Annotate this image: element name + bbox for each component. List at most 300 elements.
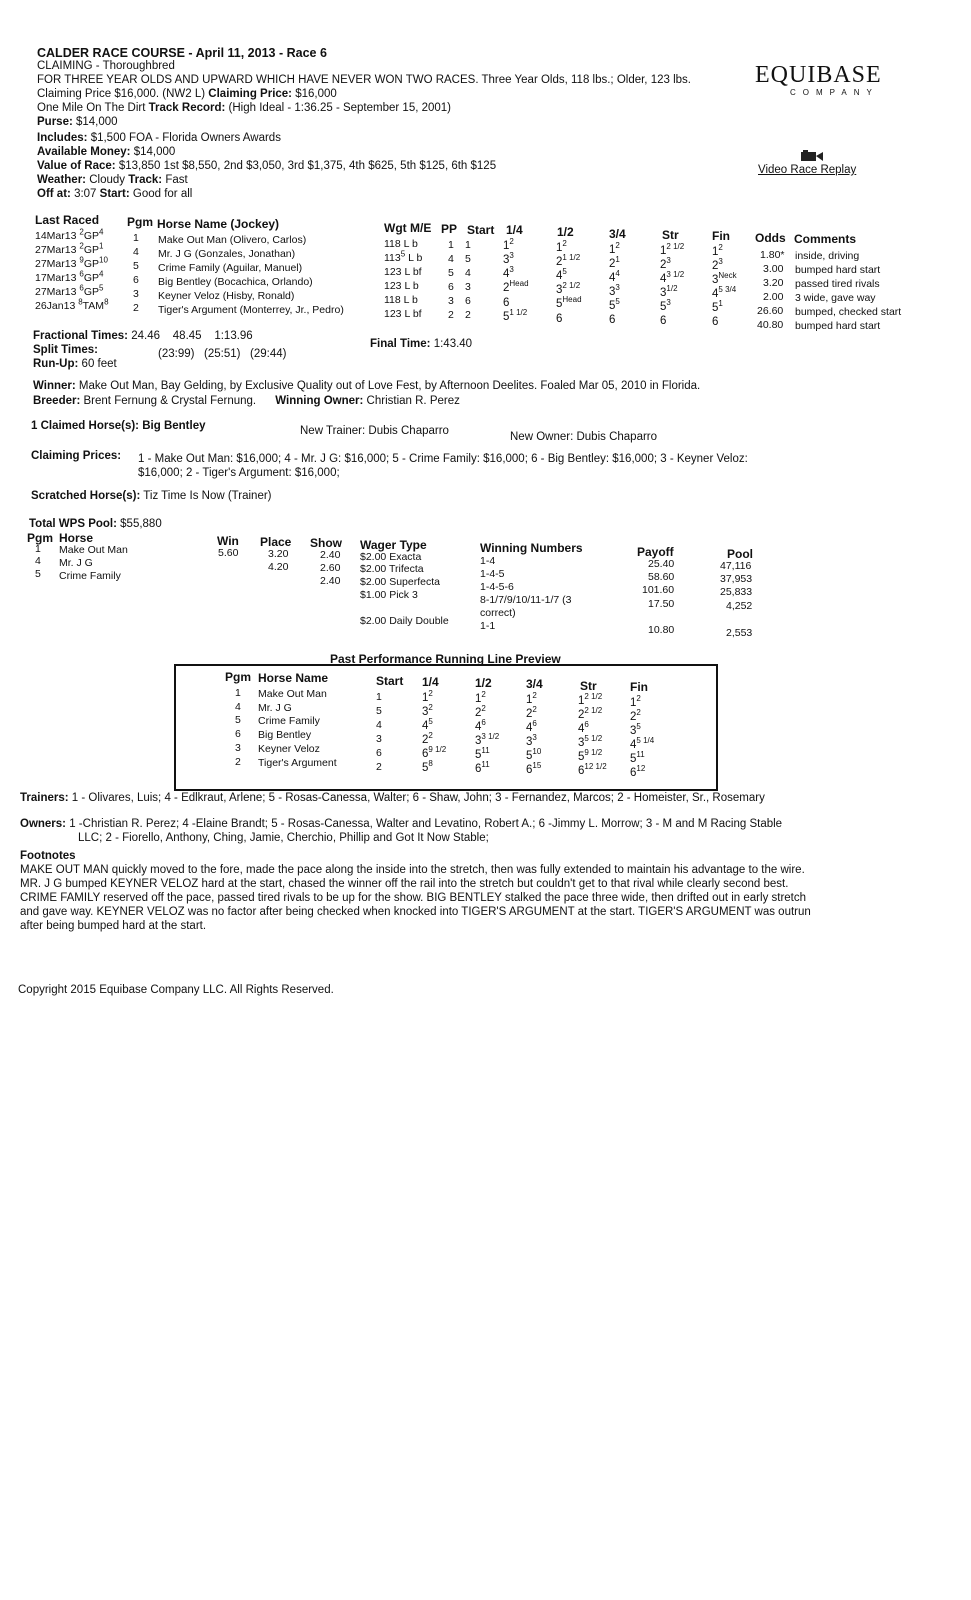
fin (712, 316, 718, 328)
odds: 3.00 (763, 263, 784, 275)
horse-jockey: Mr. J G (Gonzales, Jonathan) (158, 248, 296, 260)
pgm: 4 (133, 246, 139, 258)
claiming-price-value: $16,000 (295, 88, 337, 100)
pos: 5 (475, 749, 482, 761)
wager-col-type: Wager Type (360, 538, 427, 552)
horse-jockey: Keyner Veloz (Hisby, Ronald) (158, 290, 295, 302)
winner-line (33, 380, 700, 392)
margin: 4 (615, 269, 620, 279)
pgm: 2 (133, 302, 139, 314)
pos: 6 (578, 765, 585, 777)
pp-q1 (422, 759, 433, 774)
odds: 1.80* (760, 249, 785, 261)
pp-str (578, 762, 607, 777)
wps-horse: Mr. J G (59, 557, 93, 569)
wager-type: $2.00 Daily Double (360, 615, 449, 627)
q2 (556, 253, 581, 268)
available-label: Available Money: (37, 146, 131, 158)
wager-numbers: 1-1 (480, 620, 496, 632)
pos: 3 (503, 254, 510, 266)
pp-col-horse: Horse Name (258, 671, 329, 685)
wager-payoff: 101.60 (642, 584, 675, 596)
margin: 3 (718, 257, 723, 267)
horse-jockey: Big Bentley (Bocachica, Orlando) (158, 276, 313, 288)
wps-place: 4.20 (268, 561, 289, 573)
pos: 6 (712, 316, 719, 328)
pos: 5 (422, 762, 429, 774)
wgt-me (384, 266, 422, 278)
value-label: Value of Race: (37, 160, 116, 172)
owners-line1 (20, 818, 782, 830)
wager-pool: 4,252 (726, 600, 753, 612)
margin: 1 (718, 299, 723, 309)
margin: 3 1/2 (666, 270, 685, 280)
margin: Neck (718, 271, 737, 281)
pos: 4 (556, 270, 563, 282)
wps-place: 3.20 (268, 548, 289, 560)
pos: 4 (526, 722, 533, 734)
offat-line (37, 188, 192, 200)
wps-label: Total WPS Pool: (29, 518, 117, 530)
str (660, 315, 666, 327)
pp-col-pgm: Pgm (225, 670, 252, 684)
margin: 2 (562, 239, 567, 249)
pos: 2 (630, 711, 637, 723)
includes-value: $1,500 FOA - Florida Owners Awards (90, 132, 281, 144)
pos: 1 (712, 246, 719, 258)
fractional-value: 24.46 48.45 1:13.96 (131, 330, 253, 342)
lr-date: 14Mar13 (35, 230, 77, 242)
pos: 5 (609, 300, 616, 312)
odds: 40.80 (757, 319, 784, 331)
last-raced (35, 297, 109, 312)
new-trainer-label: New Trainer: (300, 425, 366, 437)
col-str: Str (662, 228, 679, 242)
margin: 1 1/2 (562, 253, 581, 263)
col-q1: 1/4 (506, 223, 523, 237)
pp-pgm: 1 (235, 687, 241, 699)
margin: 1 (615, 255, 620, 265)
wgt: 123 (384, 280, 402, 292)
pos: 2 (578, 709, 585, 721)
margin: 10 (532, 747, 542, 757)
runup (33, 358, 117, 370)
pos: 4 (422, 720, 429, 732)
pos: 3 (630, 725, 637, 737)
margin: 2 (481, 690, 486, 700)
margin: 3 (532, 733, 537, 743)
margin: 2 1/2 (562, 281, 581, 291)
available-line (37, 146, 175, 158)
pos: 3 (475, 735, 482, 747)
lr-finish: 1 (99, 241, 104, 251)
margin: 3 (509, 251, 514, 261)
available-value: $14,000 (133, 146, 176, 158)
owners-value-line1: 1 -Christian R. Perez; 4 -Elaine Brandt; 5 - Rosas-Canessa, Walter and Levatino, Robert A.; 6 -Jimmy L. Morrow; 3 - M and M Racing Stable (69, 818, 783, 830)
col-horse: Horse Name (Jockey) (157, 217, 280, 231)
comment: bumped, checked start (795, 306, 902, 318)
q2 (556, 313, 562, 325)
margin: 15 (532, 761, 542, 771)
claimed-value: Big Bentley (142, 420, 206, 432)
runup-value: 60 feet (81, 358, 117, 370)
me: L b (408, 252, 423, 264)
runup-label: Run-Up: (33, 358, 79, 370)
lr-finish: 4 (99, 269, 104, 279)
comment: 3 wide, gave way (795, 292, 876, 304)
track-record-value: (High Ideal - 1:36.25 - September 15, 2001) (228, 102, 452, 114)
pp-horse: Crime Family (258, 715, 320, 727)
split-value: (23:99) (25:51) (29:44) (158, 348, 287, 360)
col-start: Start (467, 223, 495, 237)
owners-label: Owners: (20, 818, 67, 830)
wager-pool: 25,833 (720, 586, 753, 598)
weather-line (37, 174, 188, 186)
margin: 2 (718, 243, 723, 253)
claiming-price-label: Claiming Price: (208, 88, 293, 100)
margin: 3 1/2 (481, 732, 500, 742)
start: 6 (465, 295, 471, 307)
trainers-label: Trainers: (20, 792, 69, 804)
pos: 4 (660, 273, 667, 285)
purse-label: Purse: (37, 116, 73, 128)
start: 3 (465, 281, 471, 293)
wps-horse: Make Out Man (59, 544, 128, 556)
pp-col-q1: 1/4 (422, 675, 439, 689)
pp-horse: Big Bentley (258, 729, 312, 741)
margin: 5 (636, 722, 641, 732)
lr-race: 2 (79, 227, 84, 237)
footnote-line: after being bumped hard at the start. (20, 920, 207, 932)
wgt: 113 (384, 252, 401, 264)
purse-value: $14,000 (76, 116, 118, 128)
includes-line (37, 132, 281, 144)
pp: 2 (448, 309, 454, 321)
margin: 6 (532, 719, 537, 729)
footnote-line: MR. J G bumped KEYNER VELOZ hard at the start, chased the winner off the rail into the stretch but couldn't get to that rival while clearly second best. (20, 878, 789, 890)
wps-col-win: Win (217, 534, 239, 548)
equibase-logo-sub: COMPANY (790, 88, 879, 97)
pp-start: 6 (376, 747, 382, 759)
wps-win: 5.60 (218, 547, 239, 559)
pos: 1 (526, 694, 533, 706)
col-odds: Odds (755, 231, 786, 245)
margin: 2 (428, 731, 433, 741)
me: L bf (404, 308, 422, 320)
video-race-replay-link[interactable]: Video Race Replay (758, 164, 857, 176)
margin: 3 (509, 265, 514, 275)
me: L b (404, 280, 419, 292)
offat-value: 3:07 (74, 188, 97, 200)
pos: 4 (475, 721, 482, 733)
pos: 1 (660, 245, 667, 257)
margin: 2 (532, 705, 537, 715)
trainers-line (20, 792, 765, 804)
margin: Head (562, 295, 582, 305)
pp-fin (630, 764, 646, 779)
last-raced (35, 241, 104, 256)
pos: 3 (556, 284, 563, 296)
lr-date: 27Mar13 (35, 244, 77, 256)
pp-horse: Mr. J G (258, 702, 292, 714)
q2 (556, 295, 582, 310)
pp-q2 (475, 760, 490, 775)
new-owner (510, 431, 657, 443)
fractional-label: Fractional Times: (33, 330, 129, 342)
odds: 26.60 (757, 305, 784, 317)
wps-pool (29, 518, 162, 530)
new-owner-value: Dubis Chaparro (576, 431, 658, 443)
lr-race: 8 (78, 297, 83, 307)
wager-numbers-cont: correct) (480, 607, 516, 619)
lr-finish: 5 (99, 283, 104, 293)
pos: 6 (526, 764, 533, 776)
final-label: Final Time: (370, 338, 431, 350)
col-pgm: Pgm (127, 215, 154, 229)
col-comments: Comments (794, 232, 857, 246)
wps-col-horse: Horse (59, 531, 94, 545)
pp-col-fin: Fin (630, 680, 648, 694)
margin: 6 (481, 718, 486, 728)
pp-start: 4 (376, 719, 382, 731)
last-raced (35, 269, 104, 284)
pp-start: 5 (376, 705, 382, 717)
margin: 5 (428, 717, 433, 727)
claiming-line-pre: Claiming Price $16,000. (NW2 L) (37, 88, 206, 100)
claiming-prices-line1: 1 - Make Out Man: $16,000; 4 - Mr. J G: $16,000; 5 - Crime Family: $16,000; 6 - Big Bentley: $16,000; 3 - Keyner Veloz: (138, 453, 748, 465)
new-trainer (300, 425, 449, 437)
purse-line (37, 116, 118, 128)
wps-show: 2.40 (320, 575, 341, 587)
pp-col-start: Start (376, 674, 404, 688)
pp-pgm: 3 (235, 742, 241, 754)
lr-finish: 10 (99, 255, 108, 265)
pp: 4 (448, 253, 454, 265)
margin: 3 (666, 256, 671, 266)
last-raced (35, 255, 108, 270)
col-q2: 1/2 (557, 225, 574, 239)
final-value: 1:43.40 (433, 338, 473, 350)
value-line (37, 160, 496, 172)
margin: 11 (481, 760, 490, 770)
pos: 1 (475, 693, 482, 705)
wager-numbers: 1-4-5 (480, 568, 505, 580)
q1 (503, 279, 529, 294)
pos: 2 (422, 734, 429, 746)
pp-pgm: 2 (235, 756, 241, 768)
pos: 5 (660, 301, 667, 313)
wager-payoff: 17.50 (648, 598, 675, 610)
wps-show: 2.60 (320, 562, 341, 574)
scratched-label: Scratched Horse(s): (31, 490, 141, 502)
q3 (609, 297, 620, 312)
pos: 4 (578, 723, 585, 735)
pos: 4 (503, 268, 510, 280)
lr-race: 2 (79, 241, 84, 251)
comment: bumped hard start (795, 264, 881, 276)
pos: 6 (503, 297, 510, 309)
wps-col-pgm: Pgm (27, 531, 54, 545)
margin: 2 (428, 689, 433, 699)
margin: 6 (584, 720, 589, 730)
wager-pool: 37,953 (720, 573, 753, 585)
start-label: Start: (99, 188, 130, 200)
wager-col-payoff: Payoff (637, 545, 674, 559)
margin: 2 1/2 (584, 706, 603, 716)
margin: 2 1/2 (666, 242, 685, 252)
race-type: CLAIMING - Thoroughbred (37, 60, 175, 72)
pos: 4 (609, 272, 616, 284)
pp-col-str: Str (580, 679, 597, 693)
pos: 5 (503, 311, 510, 323)
margin: 1 1/2 (509, 308, 528, 318)
fin (712, 299, 723, 314)
start: 4 (465, 267, 471, 279)
claiming-prices-line2: $16,000; 2 - Tiger's Argument: $16,000; (138, 467, 340, 479)
pp: 3 (448, 295, 454, 307)
pp-col-q2: 1/2 (475, 676, 492, 690)
lr-track: GP (83, 244, 99, 256)
new-owner-label: New Owner: (510, 431, 574, 443)
lr-race: 9 (79, 255, 84, 265)
pos: 2 (526, 708, 533, 720)
wager-col-numbers: Winning Numbers (480, 541, 583, 555)
start: 2 (465, 309, 471, 321)
col-last-raced: Last Raced (35, 213, 100, 227)
lr-track: GP (83, 258, 99, 270)
lr-track: TAM (82, 300, 105, 312)
pos: 1 (578, 695, 585, 707)
claiming-prices-label: Claiming Prices: (31, 450, 122, 462)
breeder-label: Breeder: (33, 395, 81, 407)
distance-line (37, 102, 451, 114)
wps-horse: Crime Family (59, 570, 121, 582)
wgt-me (384, 294, 418, 306)
fin (712, 285, 737, 300)
wps-pgm: 5 (35, 568, 41, 580)
margin: Head (509, 279, 529, 289)
video-camera-icon[interactable] (800, 150, 824, 165)
offat-label: Off at: (37, 188, 71, 200)
pp-horse: Keyner Veloz (258, 743, 320, 755)
margin: 11 (481, 746, 490, 756)
margin: 5 (562, 267, 567, 277)
lr-date: 27Mar13 (35, 258, 77, 270)
odds: 2.00 (763, 291, 784, 303)
pos: 2 (556, 256, 563, 268)
pos: 2 (609, 258, 616, 270)
margin: 5 1/4 (636, 736, 655, 746)
wps-show: 2.40 (320, 549, 341, 561)
pos: 2 (712, 260, 719, 272)
start: 1 (465, 239, 471, 251)
lr-finish: 8 (104, 297, 109, 307)
margin: 2 (532, 691, 537, 701)
pp-str (578, 706, 603, 721)
lr-race: 6 (79, 269, 84, 279)
wager-type: $2.00 Trifecta (360, 563, 424, 575)
wager-payoff: 10.80 (648, 624, 675, 636)
margin: 5 3/4 (718, 285, 737, 295)
margin: 5 (615, 297, 620, 307)
weather-label: Weather: (37, 174, 86, 186)
margin: 9 1/2 (428, 745, 447, 755)
wgt: 123 (384, 266, 402, 278)
winning-owner-value: Christian R. Perez (366, 395, 460, 407)
wager-numbers: 8-1/7/9/10/11-1/7 (3 (480, 594, 572, 606)
track-value: Fast (165, 174, 188, 186)
margin: 8 (428, 759, 433, 769)
margin: 2 (636, 708, 641, 718)
wgt: 118 (384, 238, 401, 250)
pos: 5 (578, 751, 585, 763)
pos: 1 (630, 697, 637, 709)
pos: 1 (609, 244, 616, 256)
pos: 2 (475, 707, 482, 719)
col-wgt: Wgt M/E (384, 221, 432, 235)
comment: inside, driving (795, 250, 860, 262)
pp-pgm: 6 (235, 728, 241, 740)
pos: 5 (712, 302, 719, 314)
claiming-line (37, 88, 337, 100)
margin: 3 (666, 298, 671, 308)
winning-owner-label: Winning Owner: (275, 395, 364, 407)
col-fin: Fin (712, 229, 730, 243)
footnote-line: MAKE OUT MAN quickly moved to the fore, made the pace along the inside into the stretch, then was fully extended to maintain his advantage to the wire. (20, 864, 805, 876)
odds: 3.20 (763, 277, 784, 289)
wps-pgm: 1 (35, 543, 41, 555)
pp-q3 (526, 761, 542, 776)
margin: 2 (509, 237, 514, 247)
pos: 6 (475, 763, 482, 775)
margin: 1/2 (666, 284, 678, 294)
pos: 6 (609, 314, 616, 326)
wgt: 123 (384, 308, 402, 320)
wager-pool: 47,116 (720, 560, 752, 572)
wgt: 118 (384, 294, 401, 306)
pp: 6 (448, 281, 454, 293)
start: 5 (465, 253, 471, 265)
pos: 1 (422, 692, 429, 704)
wager-pool: 2,553 (726, 627, 753, 639)
horse-jockey: Crime Family (Aguilar, Manuel) (158, 262, 303, 274)
pos: 6 (556, 313, 563, 325)
pos: 2 (503, 282, 510, 294)
lr-race: 6 (79, 283, 84, 293)
margin: 2 (636, 694, 641, 704)
includes-label: Includes: (37, 132, 88, 144)
pos: 2 (660, 259, 667, 271)
scratched-line (31, 490, 272, 502)
pos: 3 (660, 287, 667, 299)
pos: 3 (712, 274, 719, 286)
wager-numbers: 1-4-5-6 (480, 581, 514, 593)
pp-pgm: 4 (235, 701, 241, 713)
wps-col-show: Show (310, 536, 342, 550)
wager-type: $2.00 Superfecta (360, 576, 440, 588)
q3 (609, 314, 615, 326)
start-value: Good for all (132, 188, 193, 200)
wgt-me (384, 238, 418, 250)
pp: 1 (448, 239, 454, 251)
pos: 5 (556, 298, 563, 310)
wager-payoff: 25.40 (648, 558, 675, 570)
margin: 2 1/2 (584, 692, 603, 702)
distance: One Mile On The Dirt (37, 102, 146, 114)
pos: 1 (503, 240, 510, 252)
wgt-me (384, 280, 419, 292)
pp-start: 1 (376, 691, 382, 703)
